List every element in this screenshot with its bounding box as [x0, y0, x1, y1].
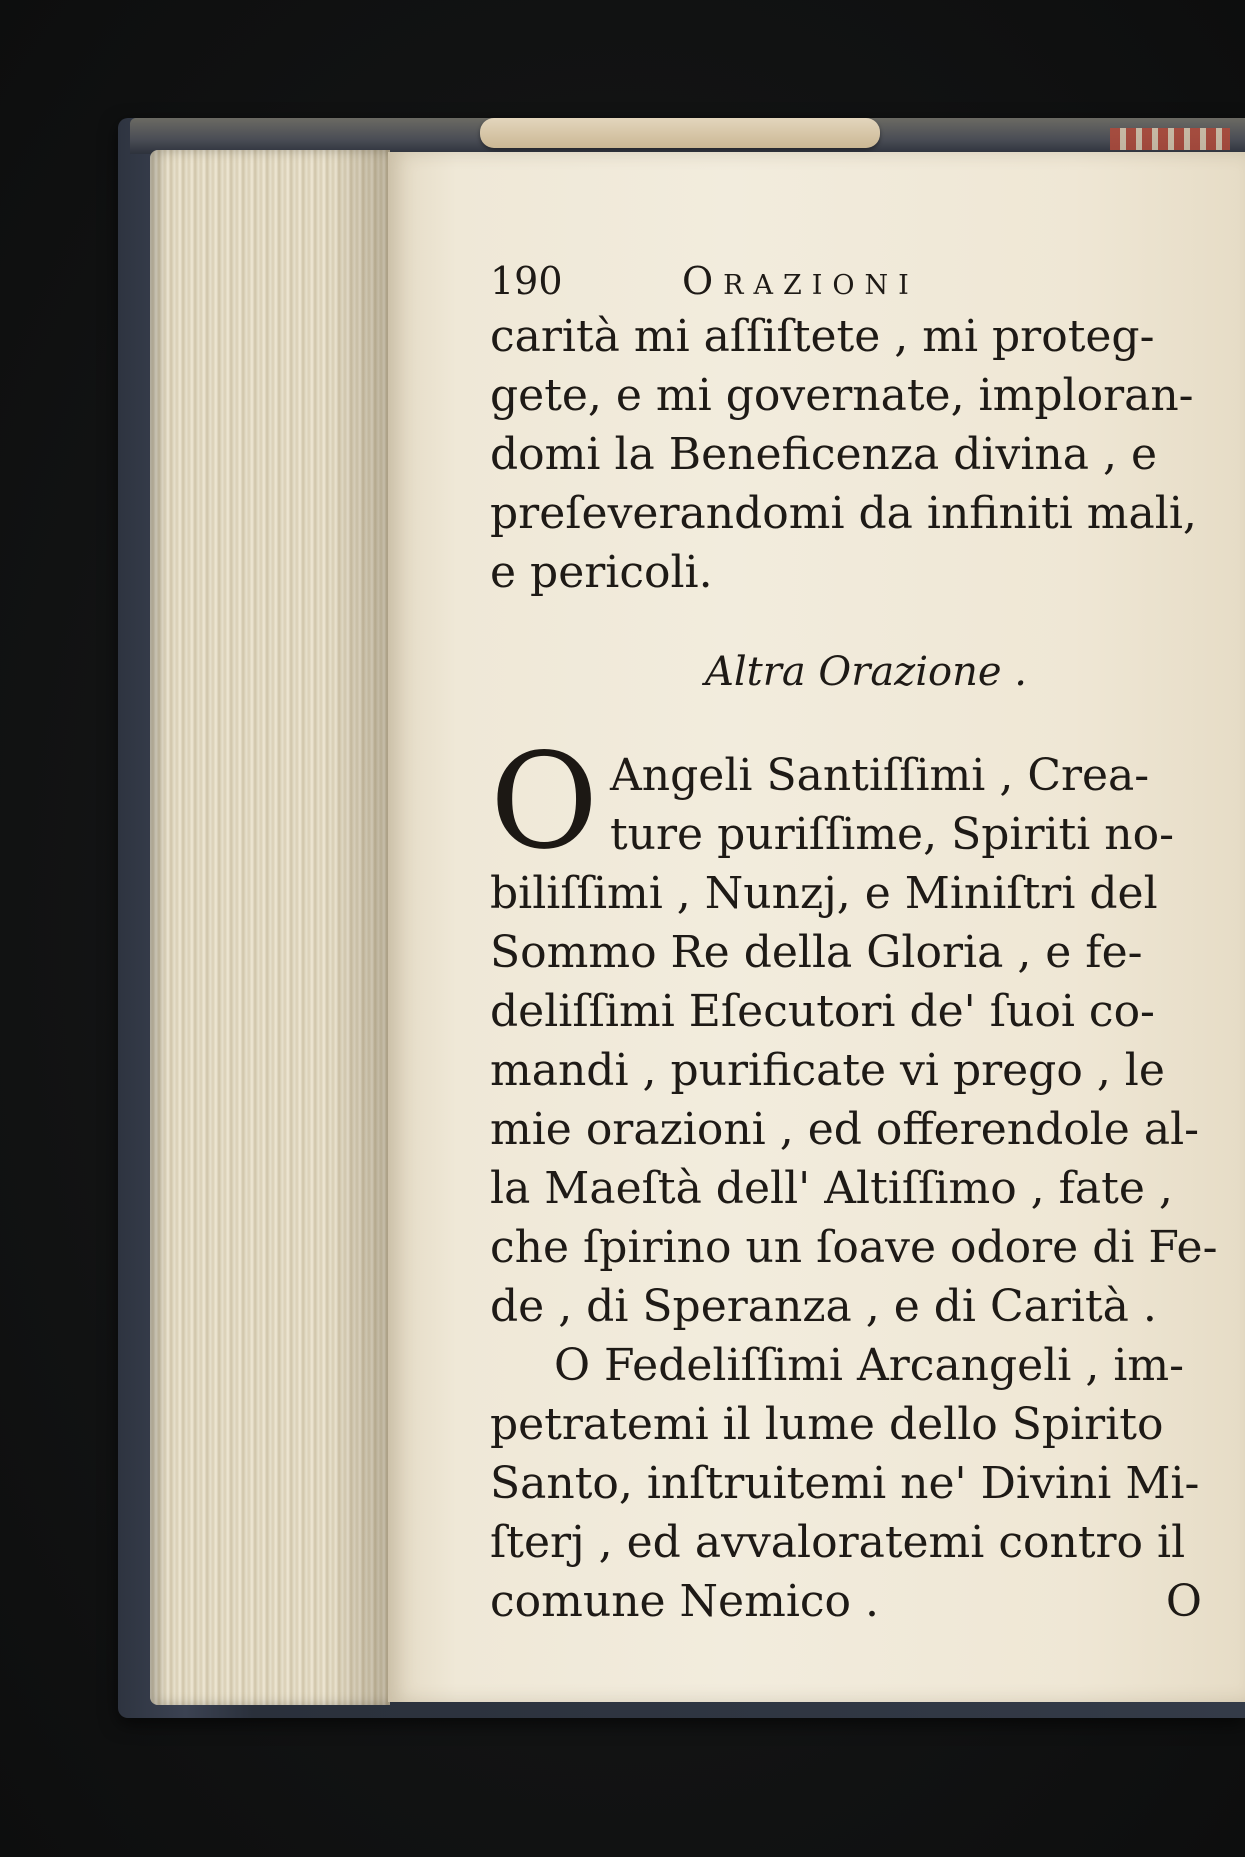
text-line: gete, e mi governate, imploran- — [490, 370, 1194, 421]
text-line: biliſſimi , Nunzj, e Miniſtri del — [490, 868, 1158, 919]
text-line: deliſſimi Eſecutori de' ſuoi co- — [490, 986, 1155, 1037]
text-line: O Fedeliſſimi Arcangeli , im- — [554, 1340, 1184, 1391]
drop-cap: O — [490, 725, 599, 879]
cover-worn-strip — [480, 118, 880, 148]
page-number: 190 — [490, 259, 563, 303]
second-paragraph — [490, 1336, 1202, 1631]
text-line: ture puriſſime, Spiriti no- — [610, 809, 1174, 860]
continuation-paragraph — [490, 307, 1202, 602]
text-line: mandi , purificate vi prego , le — [490, 1045, 1165, 1096]
text-line: carità mi aſſiſtete , mi proteg- — [490, 311, 1155, 362]
gutter-shadow — [330, 150, 390, 1705]
last-line — [490, 1572, 1202, 1631]
text-line: domi la Beneficenza divina , e — [490, 429, 1157, 480]
text-line: comune Nemico . — [490, 1576, 879, 1627]
text-line: Santo, inſtruitemi ne' Divini Mi- — [490, 1458, 1200, 1509]
spacer — [490, 602, 1202, 642]
text-line: ſterj , ed avvaloratemi contro il — [490, 1517, 1186, 1568]
text-line: petratemi il lume dello Spirito — [490, 1399, 1164, 1450]
text-line: de , di Speranza , e di Carità . — [490, 1281, 1157, 1332]
catchword: O — [1165, 1576, 1202, 1627]
cover-red-marking — [1110, 128, 1230, 150]
text-line: e pericoli. — [490, 547, 713, 598]
text-line: Angeli Santiſſimi , Crea- — [610, 750, 1150, 801]
page-text — [490, 255, 1218, 1631]
text-line: preſeverandomi da infiniti mali, — [490, 488, 1197, 539]
section-title: Altra Orazione . — [704, 649, 1027, 695]
text-line: Sommo Re della Gloria , e fe- — [490, 927, 1143, 978]
text-line: che ſpirino un ſoave odore di Fe- — [490, 1222, 1218, 1273]
prayer-paragraph — [490, 725, 1218, 1336]
text-line: mie orazioni , ed offerendole al- — [490, 1104, 1200, 1155]
running-title: Orazioni — [682, 259, 919, 303]
text-line: la Maeſtà dell' Altiſſimo , fate , — [490, 1163, 1173, 1214]
running-head — [490, 255, 1202, 307]
